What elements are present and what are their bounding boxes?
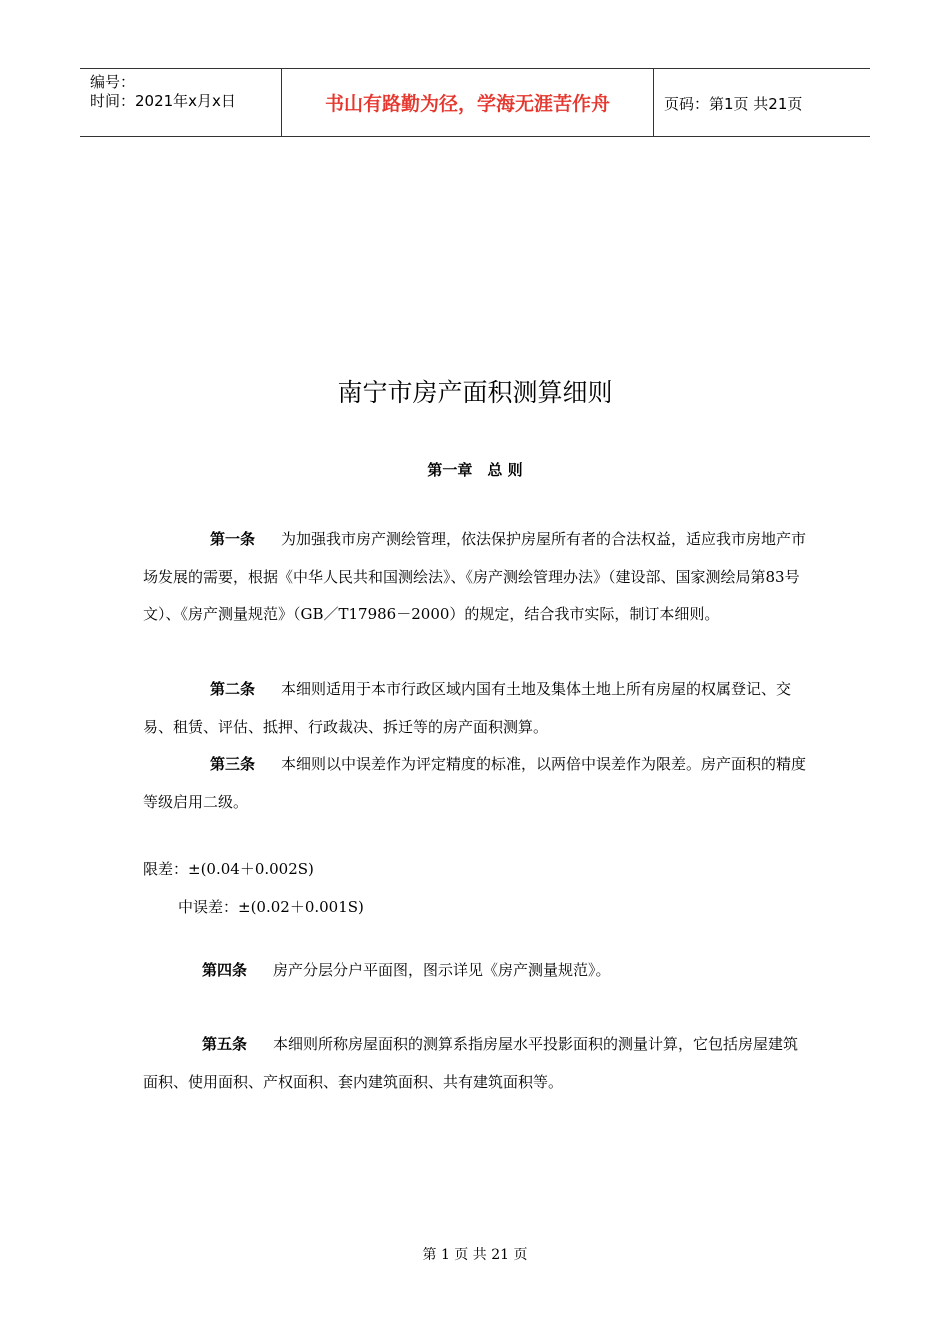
page-header — [80, 68, 870, 137]
page-code: 页码：第1页 共21页 — [664, 95, 803, 113]
article-text: 本细则以中误差作为评定精度的标准，以两倍中误差作为限差。房产面积的精度等级启用二级。 — [143, 755, 807, 811]
article-text: 本细则适用于本市行政区域内国有土地及集体土地上所有房屋的权属登记、交易、租赁、评估、抵押、行政裁决、拆迁等的房产面积测算。 — [143, 680, 792, 736]
header-page-cell — [654, 69, 870, 136]
article-label: 第四条 — [202, 961, 248, 979]
article-label: 第二条 — [210, 680, 256, 698]
motto: 书山有路勤为径，学海无涯苦作舟 — [324, 93, 610, 115]
header-motto-cell — [282, 69, 654, 136]
number-label: 编号： — [90, 73, 136, 91]
header-info-cell — [80, 69, 282, 136]
article-4 — [143, 952, 811, 990]
article-label: 第一条 — [210, 530, 256, 548]
page-footer: 第 1 页 共 21 页 — [422, 1247, 528, 1263]
chapter-heading: 第一章 总 则 — [427, 461, 523, 479]
article-text: 房产分层分户平面图，图示详见《房产测量规范》。 — [273, 961, 611, 979]
article-text: 为加强我市房产测绘管理，依法保护房屋所有者的合法权益，适应我市房地产市场发展的需要，根据《中华人民共和国测绘法》、《房产测绘管理办法》（建设部、国家测绘局第83号文）、《房产测量规范》（GB／T17986－2000）的规定，结合我市实际，制订本细则。 — [143, 530, 807, 623]
mean-error-formula: 中误差：±(0.02＋0.001S) — [178, 898, 364, 916]
time-label: 时间：2021年x月x日 — [90, 92, 236, 110]
limit-error-formula: 限差：±(0.04＋0.002S) — [143, 860, 314, 878]
article-2 — [143, 671, 811, 746]
document-title: 南宁市房产面积测算细则 — [337, 378, 613, 407]
article-text: 本细则所称房屋面积的测算系指房屋水平投影面积的测量计算，它包括房屋建筑面积、使用面积、产权面积、套内建筑面积、共有建筑面积等。 — [143, 1035, 799, 1091]
article-5 — [143, 1026, 811, 1101]
article-1 — [143, 521, 811, 634]
article-label: 第五条 — [202, 1035, 248, 1053]
article-3 — [143, 746, 811, 821]
article-label: 第三条 — [210, 755, 256, 773]
